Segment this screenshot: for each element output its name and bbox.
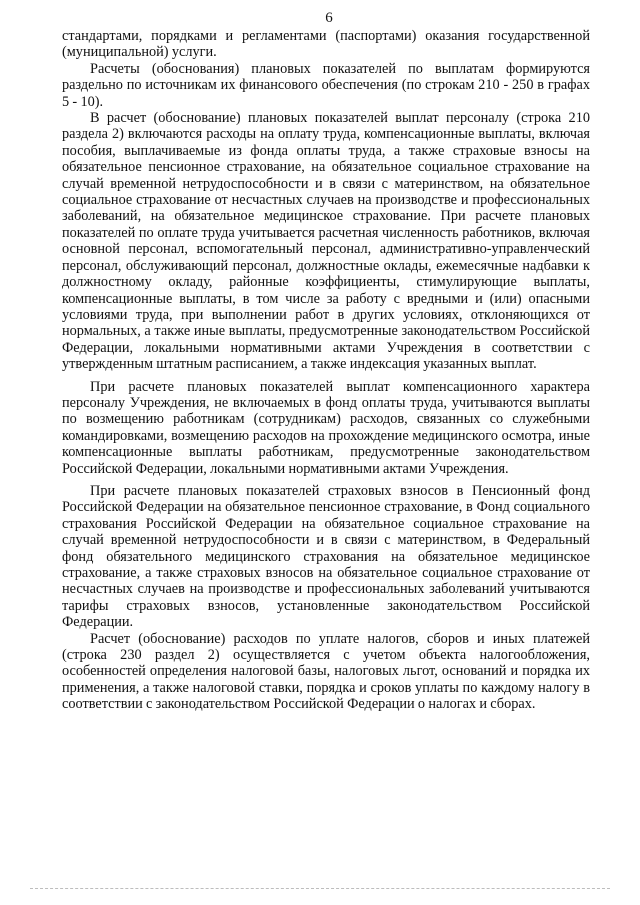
paragraph-taxes-and-fees: Расчет (обоснование) расходов по уплате налогов, сборов и иных платежей (строка 230 раздел 2) осуществляется с учетом объекта налогообложения, особенностей определения налоговой базы, налоговых льгот, оснований и порядка их применения, а также налоговой ставки, порядка и сроков уплаты по каждому налогу в соответствии с законодательством Российской Федерации о налогах и сборах.	[62, 630, 590, 713]
paragraph-compensation-payments: При расчете плановых показателей выплат компенсационного характера персоналу Учреждения, не включаемых в фонд оплаты труда, учитываются выплаты по возмещению работникам (сотрудникам) расходов, связанных со служебными командировками, возмещению расходов на прохождение медицинского осмотра, иные компенсационные выплаты работникам, предусмотренные законодательством Российской Федерации, локальными нормативными актами Учреждения.	[62, 378, 590, 477]
page-number: 6	[325, 10, 333, 26]
paragraph-insurance-contributions: При расчете плановых показателей страховых взносов в Пенсионный фонд Российской Федерации на обязательное пенсионное страхование, в Фонд социального страхования Российской Федерации на обязательное социальное страхование на случай временной нетрудоспособности и в связи с материнством, в Федеральный фонд обязательного медицинского страхования на обязательное медицинское страхование, а также страховых взносов на обязательное социальное страхование от несчастных случаев на производстве и профессиональных заболеваний учитываются тарифы страховых взносов, установленные законодательством Российской Федерации.	[62, 482, 590, 631]
paragraph-personnel-payments: В расчет (обоснование) плановых показателей выплат персоналу (строка 210 раздела 2) включаются расходы на оплату труда, компенсационные выплаты, включая пособия, выплачиваемые из фонда оплаты труда, а также страховые взносы на обязательное пенсионное страхование, на обязательное социальное страхование на случай временной нетрудоспособности и в связи с материнством, на обязательное социальное страхование от несчастных случаев на производстве и профессиональных заболеваний, на обязательное медицинское страхование. При расчете плановых показателей по оплате труда учитывается расчетная численность работников, включая основной персонал, вспомогательный персонал, административно-управленческий персонал, обслуживающий персонал, должностные оклады, ежемесячные надбавки к должностному окладу, районные коэффициенты, стимулирующие выплаты, компенсационные выплаты, в том числе за работу с вредными и (или) опасными условиями труда, при выполнении работ в других условиях, отклоняющихся от нормальных, а также иные выплаты, предусмотренные законодательством Российской Федерации, локальными нормативными актами Учреждения в соответствии с утвержденным штатным расписанием, а также индексация указанных выплат.	[62, 110, 590, 373]
footer-divider	[30, 888, 610, 889]
paragraph-calculations-by-source: Расчеты (обоснования) плановых показателей по выплатам формируются раздельно по источникам их финансового обеспечения (по строкам 210 - 250 в графах 5 - 10).	[62, 60, 590, 110]
paragraph-continuation: стандартами, порядками и регламентами (паспортами) оказания государственной (муниципальной) услуги.	[62, 28, 590, 61]
